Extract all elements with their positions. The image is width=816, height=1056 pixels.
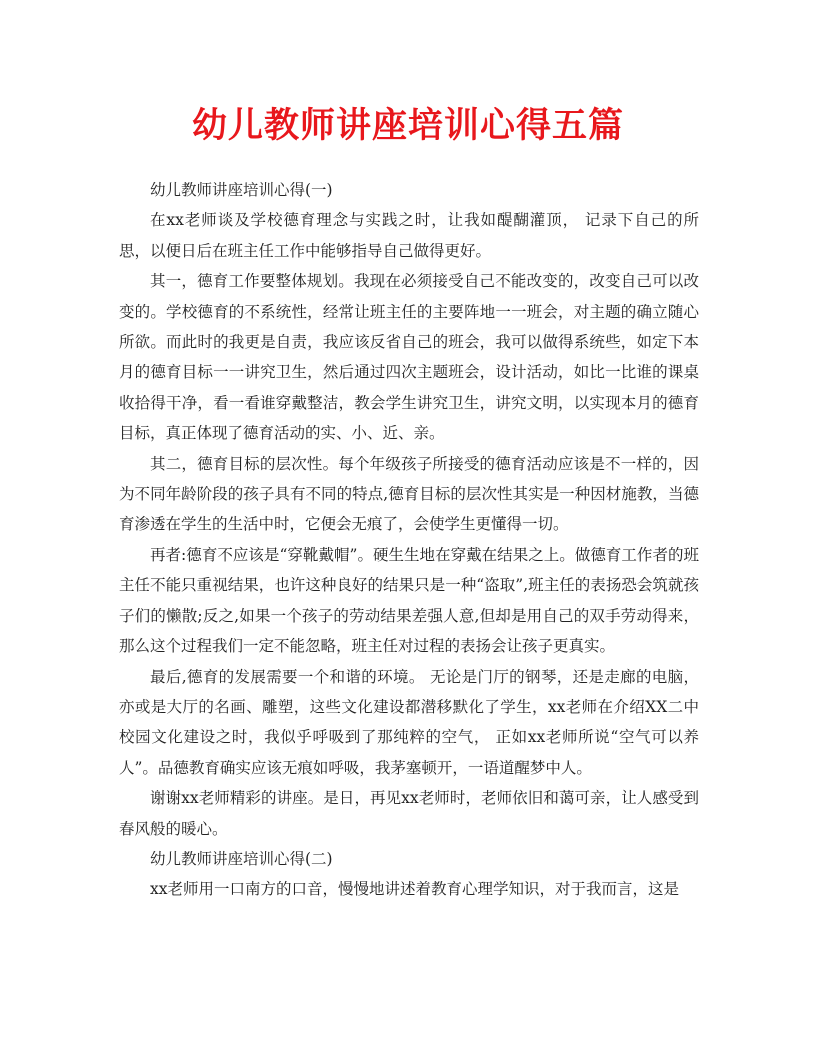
section-heading-1: 幼儿教师讲座培训心得(一) bbox=[150, 181, 333, 199]
paragraph: 在xx老师谈及学校德育理念与实践之时，让我如醍醐灌顶， 记录下自己的所思，以便日后在班主任工作中能够指导自己做得更好。 bbox=[119, 211, 699, 260]
paragraph: 再者:德育不应该是“穿靴戴帽”。硬生生地在穿戴在结果之上。做德育工作者的班主任不能只重视结果，也许这种良好的结果只是一种“盗取”,班主任的表扬恐会筑就孩子们的懒散;反之,如果一个孩子的劳动结果差强人意,但却是用自己的双手劳动得来，那么这个过程我们一定不能忽略，班主任对过程的表扬会让孩子更真实。 bbox=[119, 545, 699, 656]
paragraph: 谢谢xx老师精彩的讲座。是日，再见xx老师时，老师依旧和蔼可亲，让人感受到春风般的暖心。 bbox=[119, 789, 699, 838]
document-body bbox=[119, 175, 699, 905]
paragraph: 其二，德育目标的层次性。每个年级孩子所接受的德育活动应该是不一样的，因为不同年龄阶段的孩子具有不同的特点,德育目标的层次性其实是一种因材施教，当德育渗透在学生的生活中时，它便会无痕了，会使学生更懂得一切。 bbox=[119, 454, 699, 534]
paragraph: xx老师用一口南方的口音，慢慢地讲述着教育心理学知识，对于我而言，这是 bbox=[150, 880, 679, 899]
paragraph: 其一，德育工作要整体规划。我现在必须接受自己不能改变的，改变自己可以改变的。学校德育的不系统性，经常让班主任的主要阵地一一班会，对主题的确立随心所欲。而此时的我更是自责，我应该反省自己的班会，我可以做得系统些，如定下本月的德育目标一一讲究卫生，然后通过四次主题班会，设计活动，如比一比谁的课桌收拾得干净，看一看谁穿戴整洁，教会学生讲究卫生，讲究文明，以实现本月的德育目标，真正体现了德育活动的实、小、近、亲。 bbox=[119, 272, 699, 443]
document-title: 幼儿教师讲座培训心得五篇 bbox=[191, 105, 624, 146]
section-heading-2: 幼儿教师讲座培训心得(二) bbox=[150, 849, 333, 868]
paragraph: 最后,德育的发展需要一个和谐的环境。 无论是门厅的钢琴，还是走廊的电脑，亦或是大厅的名画、雕塑，这些文化建设都潜移默化了学生，xx老师在介绍XX二中校园文化建设之时，我似乎呼吸到了那纯粹的空气， 正如xx老师所说“空气可以养人”。品德教育确实应该无痕如呼吸，我茅塞顿开，一语道醒梦中人。 bbox=[119, 667, 699, 777]
